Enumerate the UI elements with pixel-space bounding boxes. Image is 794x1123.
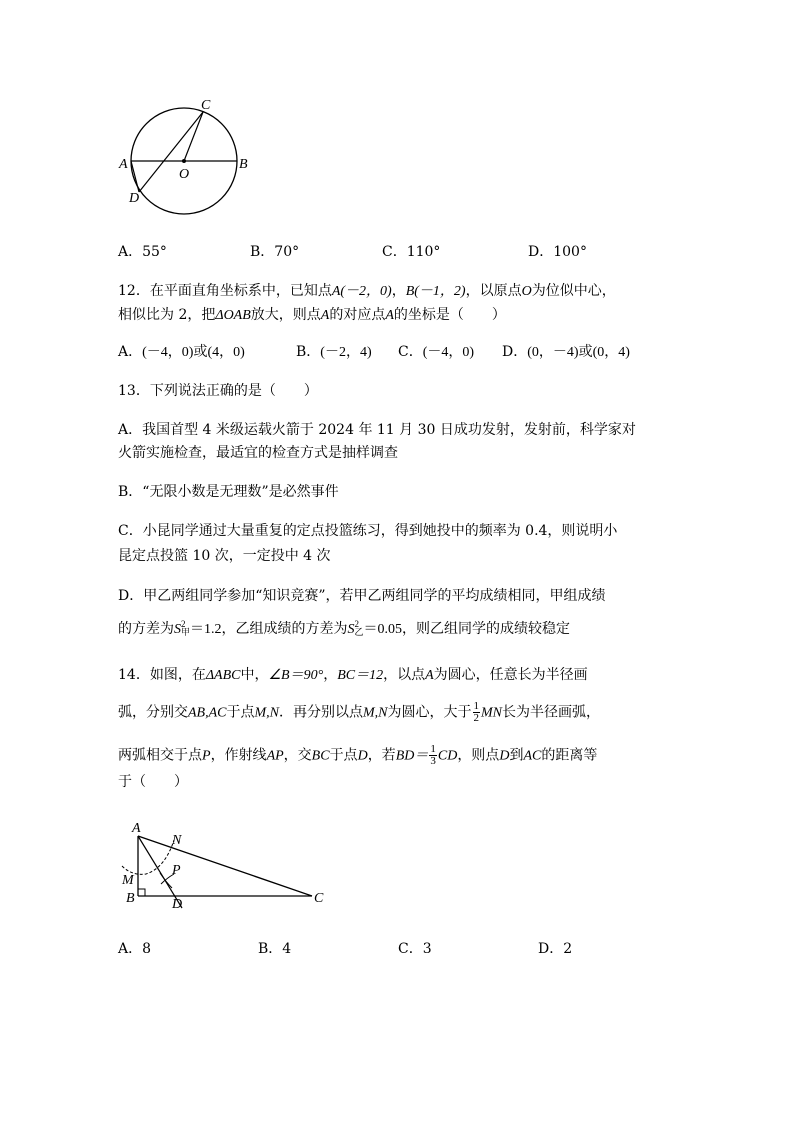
q13-option-c[interactable]: C．小昆同学通过大量重复的定点投篮练习，得到她投中的频率为 0.4，则说明小	[118, 523, 618, 539]
label-b: B	[239, 157, 248, 172]
fraction-one-half	[473, 701, 481, 724]
math: AB,AC	[188, 705, 227, 721]
text: 的距离等	[541, 747, 598, 764]
math: P	[202, 748, 211, 764]
q13-option-c-cont: 昆定点投篮 10 次，一定投中 4 次	[118, 548, 331, 564]
math: BD＝	[395, 748, 429, 764]
q13-option-a-cont: 火箭实施检查，最适宜的检查方式是抽样调查	[118, 445, 398, 461]
q14-stem-line4: 于（ ）	[118, 774, 188, 790]
math: BC＝12	[337, 668, 384, 683]
label-n: N	[172, 833, 182, 848]
text: 为圆心，任意长为半径画	[433, 667, 588, 683]
math: D	[357, 748, 368, 764]
math: A	[320, 308, 330, 323]
label-c: C	[201, 98, 211, 113]
math: ∠B＝90°	[268, 668, 324, 683]
math: (－4，0)	[422, 345, 475, 360]
label-o: O	[179, 167, 190, 182]
arc-mark-p1	[160, 873, 172, 888]
math: M,N	[254, 705, 279, 721]
math: (0，－4)	[527, 345, 579, 360]
text: 的坐标是（ ）	[393, 307, 506, 323]
math: S	[347, 622, 355, 637]
label-b: B	[126, 891, 135, 906]
q14-option-c[interactable]: C．3	[398, 941, 432, 957]
math: BC	[311, 748, 330, 764]
segment-ad	[131, 161, 139, 192]
math: ＝0.05	[363, 622, 403, 637]
text: ，	[391, 283, 406, 299]
triangle-figure	[110, 818, 335, 913]
text: 14．如图，在	[118, 667, 206, 683]
math: (－4，0)	[142, 345, 194, 360]
option-label: C．	[398, 344, 423, 360]
math: A(－2，0)	[331, 284, 392, 299]
text: ，以点	[383, 667, 426, 683]
option-label: B．	[296, 344, 321, 360]
q12-option-c[interactable]	[398, 342, 474, 363]
segment-oc	[184, 112, 203, 161]
text: ，则点	[457, 747, 500, 764]
text: 相似比为 2，把	[118, 307, 216, 323]
text: 长为半径画弧，	[502, 704, 600, 721]
center-point	[182, 159, 186, 163]
math: ＝1.2	[190, 622, 222, 637]
label-p: P	[172, 863, 181, 878]
circle-figure	[115, 92, 275, 222]
denominator: 2	[473, 712, 479, 724]
math: D	[499, 748, 510, 764]
text: 中，	[240, 667, 269, 683]
text: ，则乙组同学的成绩较稳定	[402, 621, 571, 637]
text: ，乙组成绩的方差为	[221, 621, 348, 637]
math: (0，4)	[592, 345, 630, 360]
label-d: D	[172, 897, 183, 912]
side-ac	[138, 836, 312, 896]
q14-option-b[interactable]: B．4	[258, 941, 292, 957]
text: 或	[578, 344, 593, 360]
fraction-one-third	[429, 744, 437, 767]
label-c: C	[314, 891, 324, 906]
text: ，	[323, 667, 338, 683]
q13-option-b[interactable]: B．“无限小数是无理数”是必然事件	[118, 484, 339, 500]
text: 放大，则点	[250, 307, 321, 323]
q12-option-d[interactable]	[502, 342, 630, 363]
math: (－2，4)	[320, 345, 372, 360]
text: 12．在平面直角坐标系中，已知点	[118, 283, 332, 299]
label-d: D	[129, 191, 140, 206]
q13-option-d[interactable]: D．甲乙两组同学参加“知识竞赛”，若甲乙两组同学的平均成绩相同，甲组成绩	[118, 588, 606, 604]
q14-stem-line3	[118, 744, 597, 767]
superscript: 2	[354, 619, 360, 629]
text: 为圆心，大于	[387, 704, 472, 721]
numerator: 1	[473, 700, 479, 712]
q14-stem-line2	[118, 701, 600, 724]
option-label: A．	[118, 344, 143, 360]
subscript: 乙	[354, 628, 364, 638]
text: 为位似中心，	[531, 283, 616, 299]
math: M,N	[363, 705, 388, 721]
superscript: 2	[181, 619, 186, 629]
math: (4，0)	[207, 345, 245, 360]
chord-cd	[139, 112, 203, 192]
q13-option-a[interactable]: A．我国首型 4 米级运载火箭于 2024 年 11 月 30 日成功发射，发射前，科学家对	[118, 422, 636, 438]
q13-option-d-cont	[118, 619, 570, 640]
label-a: A	[132, 821, 141, 836]
text: 的对应点	[329, 307, 386, 323]
text: ，交	[283, 747, 312, 764]
q13-stem: 13．下列说法正确的是（ ）	[118, 383, 318, 399]
label-m: M	[122, 873, 134, 888]
math: MN	[481, 705, 502, 721]
q12-stem-line1	[118, 281, 616, 302]
q11-option-d[interactable]: D．100°	[528, 244, 587, 260]
text: 于点	[329, 747, 358, 764]
text: ，若	[367, 747, 396, 764]
q11-option-b[interactable]: B．70°	[250, 244, 300, 260]
text: 或	[193, 344, 208, 360]
q11-option-a[interactable]: A．55°	[118, 244, 167, 260]
math: AP	[266, 748, 284, 764]
text: 弧，分别交	[118, 704, 188, 721]
text: 到	[509, 747, 524, 764]
math: AC	[523, 748, 542, 764]
math: A	[385, 308, 394, 323]
subscript: 甲	[181, 628, 191, 638]
q11-option-c[interactable]: C．110°	[382, 244, 441, 260]
math: O	[521, 284, 532, 299]
math: A	[425, 668, 434, 683]
q14-stem-line1	[118, 665, 588, 686]
math: S	[174, 622, 181, 637]
text: ，以原点	[465, 283, 522, 299]
q12-option-b[interactable]	[296, 342, 372, 363]
math: ΔOAB	[215, 308, 251, 323]
math: B(－1，2)	[405, 284, 466, 299]
text: ．再分别以点	[279, 704, 363, 721]
label-a: A	[119, 157, 128, 172]
right-angle-mark	[138, 889, 145, 896]
math: ΔABC	[205, 668, 241, 683]
math: CD	[437, 748, 458, 764]
q12-stem-line2	[118, 305, 506, 326]
q12-option-a[interactable]	[118, 342, 245, 363]
text: 两弧相交于点	[118, 747, 202, 764]
text: 的方差为	[118, 621, 174, 637]
q14-option-d[interactable]: D．2	[538, 941, 573, 957]
text: ，作射线	[210, 747, 267, 764]
denominator: 3	[430, 755, 436, 767]
text: 于点	[226, 704, 255, 721]
option-label: D．	[502, 344, 528, 360]
numerator: 1	[430, 743, 436, 755]
q14-option-a[interactable]: A．8	[118, 941, 152, 957]
